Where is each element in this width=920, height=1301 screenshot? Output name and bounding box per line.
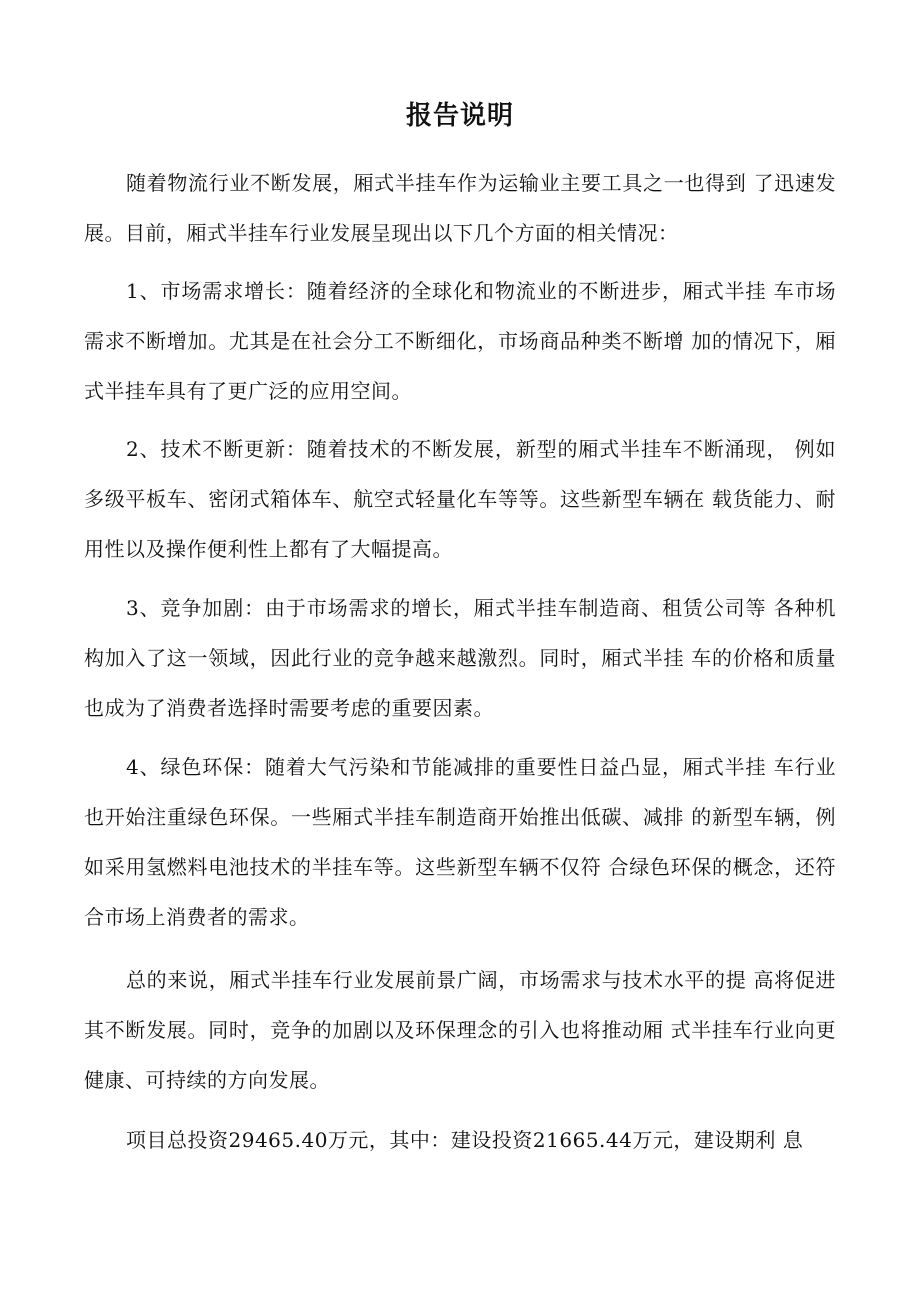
green-paragraph: 4、绿色环保：随着大气污染和节能减排的重要性日益凸显，厢式半挂 车行业也开始注重绿色环保。一些厢式半挂车制造商开始推出低碳、减排 的新型车辆，例如采用氢燃料电池技术的半挂车等。这些新型车辆不仅符 合绿色环保的概念，还符合市场上消费者的需求。 [84, 755, 836, 929]
intro-paragraph: 随着物流行业不断发展，厢式半挂车作为运输业主要工具之一也得到 了迅速发展。目前，厢式半挂车行业发展呈现出以下几个方面的相关情况： [84, 171, 836, 245]
investment-paragraph: 项目总投资29465.40万元，其中：建设投资21665.44万元，建设期利 息 [126, 1128, 804, 1152]
report-title: 报告说明 [405, 101, 514, 131]
summary-paragraph: 总的来说，厢式半挂车行业发展前景广阔，市场需求与技术水平的提 高将促进其不断发展。同时，竞争的加剧以及环保理念的引入也将推动厢 式半挂车行业向更健康、可持续的方向发展。 [84, 968, 836, 1092]
market-demand-paragraph: 1、市场需求增长：随着经济的全球化和物流业的不断进步，厢式半挂 车市场需求不断增加。尤其是在社会分工不断细化，市场商品种类不断增 加的情况下，厢式半挂车具有了更广泛的应用空间。 [84, 279, 836, 403]
competition-paragraph: 3、竞争加剧：由于市场需求的增长，厢式半挂车制造商、租赁公司等 各种机构加入了这一领域，因此行业的竞争越来越激烈。同时，厢式半挂 车的价格和质量也成为了消费者选择时需要考虑的重要因素。 [84, 596, 836, 720]
technology-paragraph: 2、技术不断更新：随着技术的不断发展，新型的厢式半挂车不断涌现， 例如多级平板车、密闭式箱体车、航空式轻量化车等等。这些新型车辆在 载货能力、耐用性以及操作便利性上都有了大幅提高。 [84, 437, 836, 561]
